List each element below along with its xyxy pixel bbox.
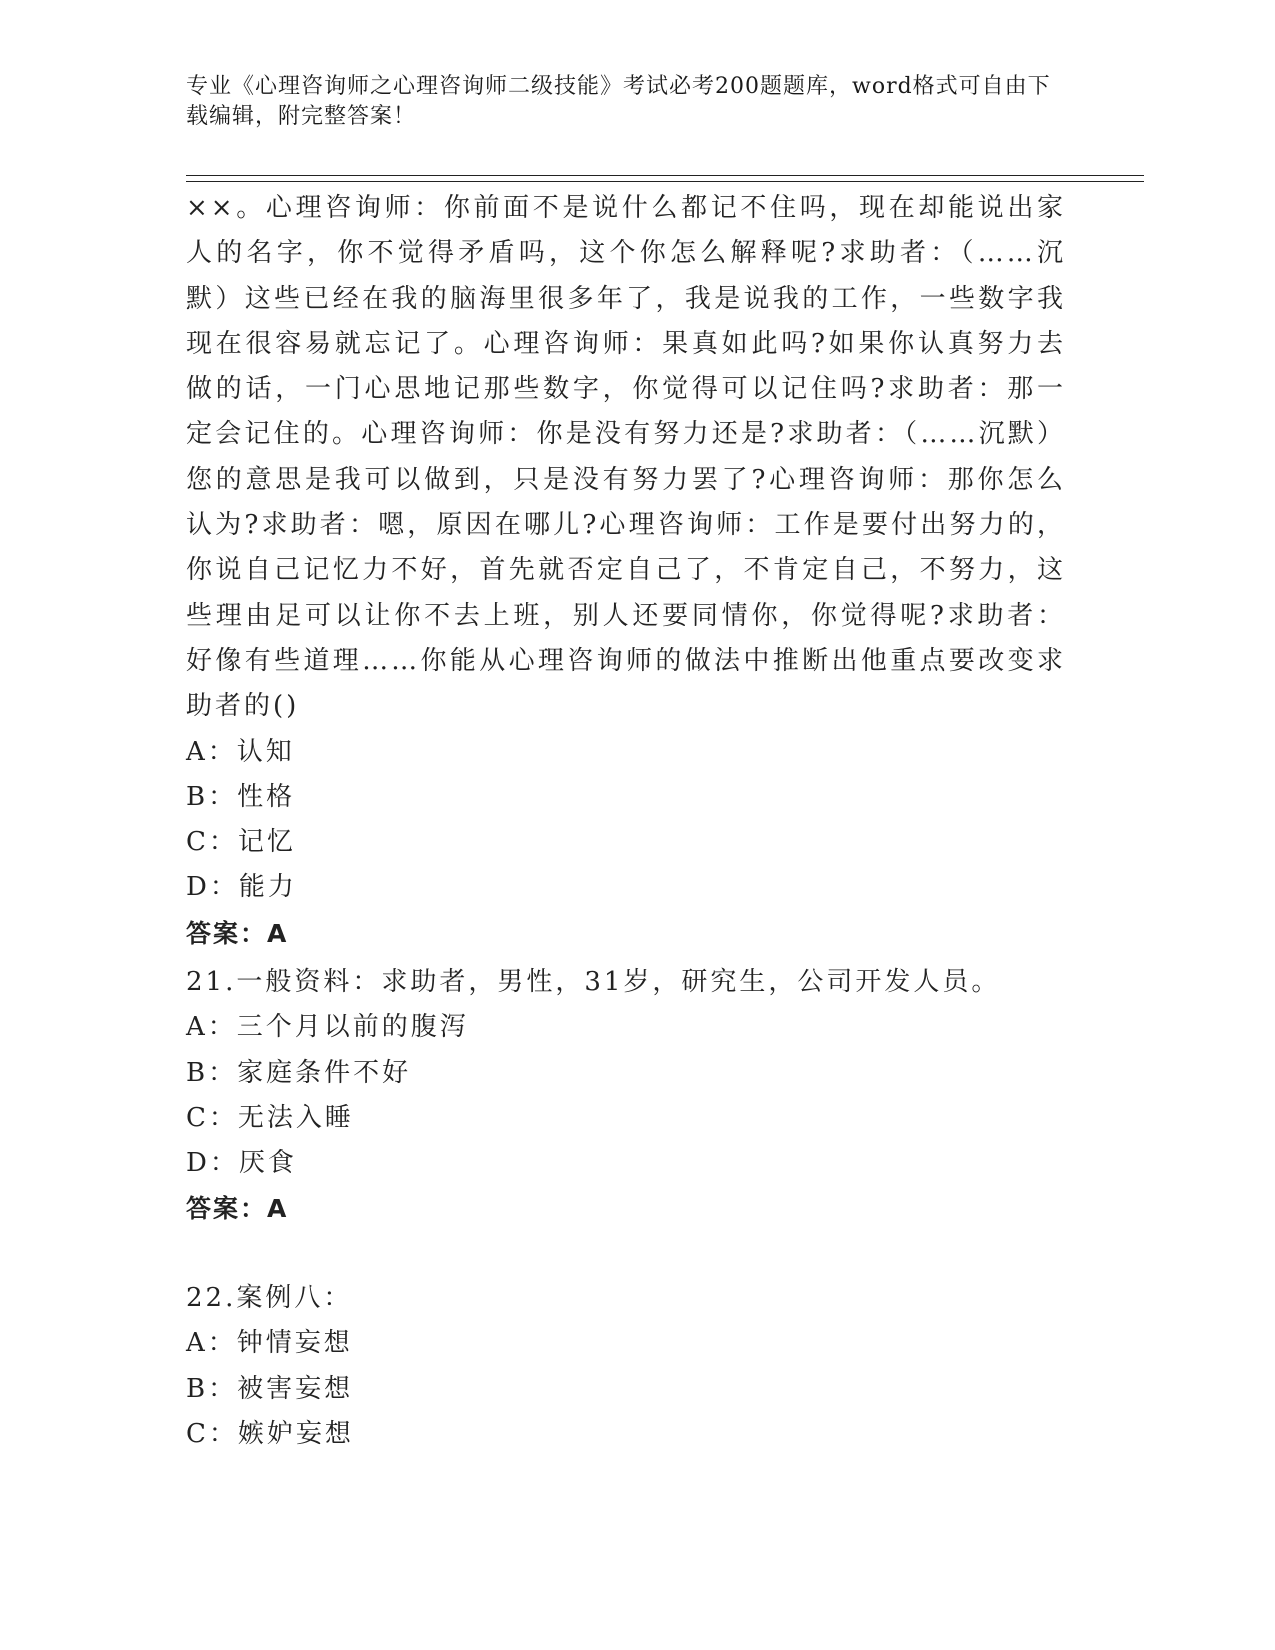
document-header: 专业《心理咨询师之心理咨询师二级技能》考试必考200题题库，word格式可自由下载编辑，附完整答案！ bbox=[186, 74, 1051, 129]
option-d: D：厌食 bbox=[186, 1148, 297, 1179]
question-text: ××。心理咨询师：你前面不是说什么都记不住吗，现在却能说出家人的名字，你不觉得矛盾吗，这个你怎么解释呢?求助者：（……沉默）这些已经在我的脑海里很多年了，我是说我的工作，一些数字我现在很容易就忘记了。心理咨询师：果真如此吗?如果你认真努力去做的话，一门心思地记那些数字，你觉得可以记住吗?求助者：那一定会记住的。心理咨询师：你是没有努力还是?求助者：（……沉默）您的意思是我可以做到，只是没有努力罢了?心理咨询师：那你怎么认为?求助者：嗯，原因在哪儿?心理咨询师：工作是要付出努力的，你说自己记忆力不好，首先就否定自己了，不肯定自己，不努力，这些理由足可以让你不去上班，别人还要同情你，你觉得呢?求助者：好像有些道理……你能从心理咨询师的做法中推断出他重点要改变求助者的() bbox=[186, 193, 1066, 722]
question-22 bbox=[186, 1276, 1066, 1457]
question-text: 22.案例八： bbox=[186, 1283, 353, 1313]
option-c: C：嫉妒妄想 bbox=[186, 1418, 354, 1449]
option-b: B：性格 bbox=[186, 781, 296, 812]
option-b: B：被害妄想 bbox=[186, 1373, 354, 1404]
option-c: C：记忆 bbox=[186, 827, 296, 858]
header-rule-bottom bbox=[186, 181, 1144, 182]
option-a: A：认知 bbox=[186, 736, 295, 767]
option-a: A：钟情妄想 bbox=[186, 1328, 353, 1359]
question-21 bbox=[186, 960, 1066, 1232]
option-d: D：能力 bbox=[186, 872, 297, 903]
option-b: B：家庭条件不好 bbox=[186, 1057, 412, 1088]
header-rule-top bbox=[186, 175, 1144, 176]
option-c: C：无法入睡 bbox=[186, 1102, 354, 1133]
answer: 答案：A bbox=[186, 1194, 289, 1224]
question-20 bbox=[186, 186, 1066, 956]
question-text: 21.一般资料：求助者，男性，31岁，研究生，公司开发人员。 bbox=[186, 967, 1001, 997]
option-a: A：三个月以前的腹泻 bbox=[186, 1012, 469, 1043]
answer: 答案：A bbox=[186, 918, 289, 948]
